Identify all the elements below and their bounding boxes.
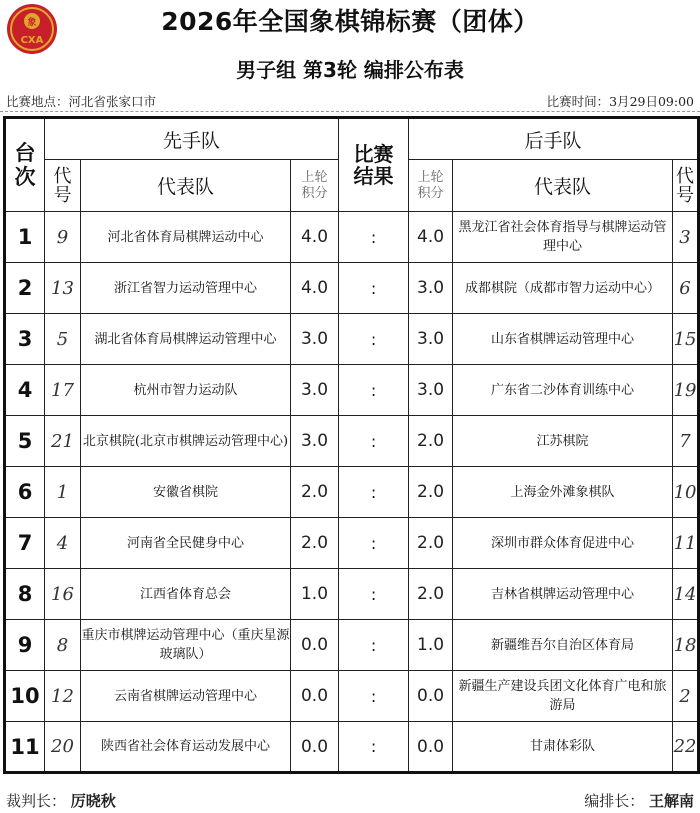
first-team-score: 1.0 (291, 569, 339, 620)
table-row (5, 620, 699, 671)
first-team-code: 1 (45, 467, 81, 518)
first-team-name: 湖北省体育局棋牌运动管理中心 (81, 314, 291, 365)
first-team-header: 代表队 (81, 160, 291, 212)
first-team-name: 陕西省社会体育运动发展中心 (81, 722, 291, 773)
second-code-header: 代号 (673, 160, 699, 212)
second-team-score: 2.0 (409, 569, 453, 620)
second-score-header: 上轮积分 (409, 160, 453, 212)
first-team-code: 13 (45, 263, 81, 314)
table-row (5, 263, 699, 314)
page-title: 2026年全国象棋锦标赛（团体） (161, 7, 539, 36)
first-team-score: 2.0 (291, 467, 339, 518)
header-divider (0, 111, 700, 112)
board-number: 9 (5, 620, 45, 671)
match-result: : (339, 365, 409, 416)
board-number: 2 (5, 263, 45, 314)
second-team-score: 4.0 (409, 212, 453, 263)
table-row (5, 671, 699, 722)
first-code-header: 代号 (45, 160, 81, 212)
second-team-name: 新疆生产建设兵团文化体育广电和旅游局 (453, 671, 673, 722)
first-team-name: 云南省棋牌运动管理中心 (81, 671, 291, 722)
first-team-name: 杭州市智力运动队 (81, 365, 291, 416)
first-team-code: 4 (45, 518, 81, 569)
first-team-score: 3.0 (291, 314, 339, 365)
pairings-table (3, 116, 700, 774)
first-score-header: 上轮积分 (291, 160, 339, 212)
result-header: 比赛结果 (339, 118, 409, 212)
first-team-score: 0.0 (291, 671, 339, 722)
match-result: : (339, 314, 409, 365)
first-team-score: 0.0 (291, 722, 339, 773)
table-row (5, 365, 699, 416)
first-team-score: 3.0 (291, 416, 339, 467)
second-team-name: 黑龙江省社会体育指导与棋牌运动管理中心 (453, 212, 673, 263)
match-result: : (339, 620, 409, 671)
second-team-score: 3.0 (409, 314, 453, 365)
referee-name: 厉晓秋 (70, 792, 116, 810)
first-team-score: 4.0 (291, 263, 339, 314)
second-team-name: 上海金外滩象棋队 (453, 467, 673, 518)
logo-text: CXA (20, 35, 44, 46)
second-side-header: 后手队 (409, 118, 699, 160)
match-result: : (339, 263, 409, 314)
first-team-name: 河南省全民健身中心 (81, 518, 291, 569)
table-row (5, 416, 699, 467)
match-result: : (339, 671, 409, 722)
second-team-score: 2.0 (409, 518, 453, 569)
first-team-code: 21 (45, 416, 81, 467)
arranger-name: 王解南 (648, 792, 694, 810)
second-team-name: 新疆维吾尔自治区体育局 (453, 620, 673, 671)
table-row (5, 518, 699, 569)
table-row (5, 569, 699, 620)
second-team-code: 18 (673, 620, 699, 671)
first-team-name: 安徽省棋院 (81, 467, 291, 518)
board-number: 7 (5, 518, 45, 569)
second-team-name: 山东省棋牌运动管理中心 (453, 314, 673, 365)
board-number: 10 (5, 671, 45, 722)
venue-text: 比赛地点：河北省张家口市 (6, 94, 157, 109)
first-side-header: 先手队 (45, 118, 339, 160)
board-number: 5 (5, 416, 45, 467)
second-team-code: 19 (673, 365, 699, 416)
svg-text:象: 象 (27, 18, 37, 28)
first-team-score: 3.0 (291, 365, 339, 416)
second-team-code: 10 (673, 467, 699, 518)
first-team-code: 5 (45, 314, 81, 365)
second-team-score: 1.0 (409, 620, 453, 671)
match-result: : (339, 467, 409, 518)
board-number: 11 (5, 722, 45, 773)
second-team-code: 2 (673, 671, 699, 722)
first-team-code: 17 (45, 365, 81, 416)
match-result: : (339, 722, 409, 773)
first-team-code: 12 (45, 671, 81, 722)
second-team-score: 3.0 (409, 365, 453, 416)
second-team-code: 15 (673, 314, 699, 365)
first-team-score: 4.0 (291, 212, 339, 263)
board-number: 3 (5, 314, 45, 365)
board-number: 1 (5, 212, 45, 263)
table-row (5, 722, 699, 773)
board-header: 台次 (5, 118, 45, 212)
match-result: : (339, 569, 409, 620)
second-team-score: 3.0 (409, 263, 453, 314)
second-team-score: 0.0 (409, 722, 453, 773)
board-number: 6 (5, 467, 45, 518)
table-row (5, 467, 699, 518)
second-team-score: 0.0 (409, 671, 453, 722)
match-result: : (339, 212, 409, 263)
first-team-code: 9 (45, 212, 81, 263)
first-team-code: 20 (45, 722, 81, 773)
second-team-header: 代表队 (453, 160, 673, 212)
second-team-code: 14 (673, 569, 699, 620)
board-number: 4 (5, 365, 45, 416)
first-team-code: 16 (45, 569, 81, 620)
referee-label: 裁判长： (6, 792, 67, 810)
page-subtitle: 男子组 第3轮 编排公布表 (236, 58, 464, 82)
second-team-code: 7 (673, 416, 699, 467)
first-team-score: 2.0 (291, 518, 339, 569)
first-team-name: 重庆市棋牌运动管理中心（重庆星源玻璃队） (81, 620, 291, 671)
second-team-score: 2.0 (409, 467, 453, 518)
first-team-name: 河北省体育局棋牌运动中心 (81, 212, 291, 263)
second-team-score: 2.0 (409, 416, 453, 467)
first-team-name: 北京棋院(北京市棋牌运动管理中心) (81, 416, 291, 467)
second-team-code: 3 (673, 212, 699, 263)
first-team-score: 0.0 (291, 620, 339, 671)
first-team-name: 江西省体育总会 (81, 569, 291, 620)
arranger-line (584, 790, 694, 811)
first-team-name: 浙江省智力运动管理中心 (81, 263, 291, 314)
second-team-name: 甘肃体彩队 (453, 722, 673, 773)
second-team-name: 深圳市群众体育促进中心 (453, 518, 673, 569)
table-row (5, 314, 699, 365)
board-number: 8 (5, 569, 45, 620)
match-result: : (339, 416, 409, 467)
table-row (5, 212, 699, 263)
second-team-code: 22 (673, 722, 699, 773)
match-result: : (339, 518, 409, 569)
second-team-name: 吉林省棋牌运动管理中心 (453, 569, 673, 620)
time-text: 比赛时间：3月29日09:00 (546, 94, 694, 109)
arranger-label: 编排长： (584, 792, 645, 810)
second-team-name: 广东省二沙体育训练中心 (453, 365, 673, 416)
second-team-code: 11 (673, 518, 699, 569)
second-team-name: 成都棋院（成都市智力运动中心） (453, 263, 673, 314)
referee-line (6, 790, 116, 811)
first-team-code: 8 (45, 620, 81, 671)
second-team-code: 6 (673, 263, 699, 314)
second-team-name: 江苏棋院 (453, 416, 673, 467)
